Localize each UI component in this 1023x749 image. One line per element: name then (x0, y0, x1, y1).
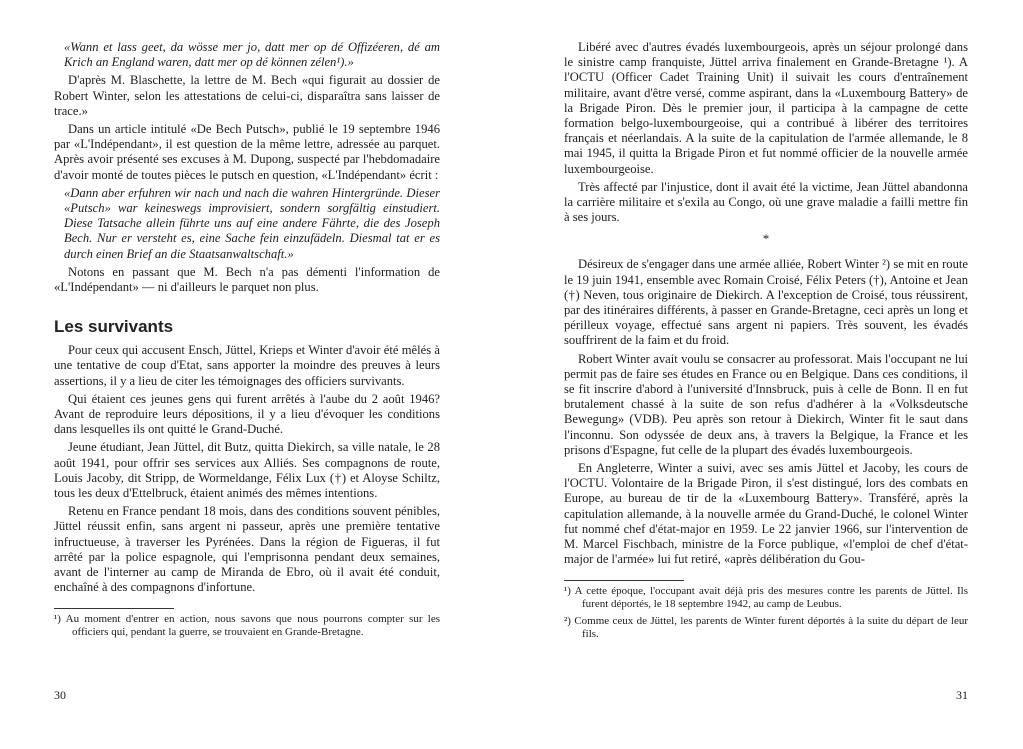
footnote: ²) Comme ceux de Jüttel, les parents de Winter furent déportés à la suite du départ de leur fils. (564, 614, 968, 640)
paragraph: Très affecté par l'injustice, dont il avait été la victime, Jean Jüttel abandonna la carrière militaire et s'exila au Congo, où une grave maladie a failli mettre fin à ses jours. (564, 179, 968, 225)
paragraph: Notons en passant que M. Bech n'a pas démenti l'information de «L'Indépendant» — ni d'ailleurs le parquet non plus. (54, 264, 440, 295)
left-page (0, 0, 500, 749)
quote-german: «Dann aber erfuhren wir nach und nach die wahren Hintergründe. Dieser «Putsch» war keineswegs improvisiert, sondern sorgfältig einstudiert. Diese Tatsache allein führte uns auf eine andere Fährte, die des Joseph Bech. Nur er versteht es, eine Sache fein einzufädeln. Diesmal tat er es durch einen Brief an die Staatsanwaltschaft.» (64, 185, 440, 261)
right-page-text (564, 40, 968, 645)
paragraph: Robert Winter avait voulu se consacrer au professorat. Mais l'occupant ne lui permit pas de faire ses études en France ou en Belgique. Dans ces conditions, il se fit inscrire d'abord à l'université d'Innsbruck, puis à celle de Bonn. Il en fut brutalement chassé à la suite de son refus d'adhérer à la «Volksdeutsche Bewegung» (VDB). Peu après son retour à Diekirch, Winter fit le saut dans l'inconnu. Son odyssée de deux ans, à travers la Belgique, la France et les prisons d'Espagne, fut celle de la plupart des évadés luxembourgeois. (564, 351, 968, 457)
paragraph: Libéré avec d'autres évadés luxembourgeois, après un séjour prolongé dans le sinistre camp franquiste, Jüttel arriva finalement en Grande-Bretagne ¹). A l'OCTU (Officer Cadet Training Unit) il suivait les cours d'entraînement militaire, avant d'être versé, comme aspirant, dans la «Luxembourg Battery» de la Brigade Piron. Dès le premier jour, il participa à la campagne de cette formation belgo-luxembourgeoise, qui a contribué à libérer des territoires français et néerlandais. A la suite de la capitulation de l'armée allemande, le 8 mai 1945, il quitta la Brigade Piron et fut nommé officier de la nouvelle armée luxembourgeoise. (564, 40, 968, 176)
paragraph: Qui étaient ces jeunes gens qui furent arrêtés à l'aube du 2 août 1946? Avant de reproduire leurs dépositions, il y a lieu d'évoquer les conditions dans lesquelles ils ont quitté le Grand-Duché. (54, 391, 440, 437)
paragraph: Retenu en France pendant 18 mois, dans des conditions souvent pénibles, Jüttel réussit enfin, sans argent ni passeur, après une première tentative infructueuse, à traverser les Pyrénées. Dans la région de Figueras, il fut arrêté par la police espagnole, qui l'emprisonna pendant deux semaines, avant de l'interner au camp de Miranda de Ebro, où il avait été conduit, enchaîné à des compagnons d'infortune. (54, 504, 440, 595)
right-page (510, 0, 1023, 749)
page-number: 31 (956, 688, 968, 702)
left-page-text (54, 40, 440, 643)
footnote: ¹) A cette époque, l'occupant avait déjà pris des mesures contre les parents de Jüttel. Ils furent déportés, le 18 septembre 1942, au camp de Leubus. (564, 584, 968, 610)
page-number: 30 (54, 688, 66, 702)
section-separator: * (762, 231, 770, 247)
section-heading: Les survivants (54, 317, 174, 337)
footnote: ¹) Au moment d'entrer en action, nous savons que nous pourrons compter sur les officiers qui, pendant la guerre, se trouvaient en Grande-Bretagne. (54, 612, 440, 638)
quote-luxembourgish: «Wann et lass geet, da wösse mer jo, datt mer op dé Offizéeren, dé am Krich an England waren, datt mer op dé können zélen¹).» (64, 40, 440, 70)
footnote-divider (564, 580, 684, 581)
paragraph: Désireux de s'engager dans une armée alliée, Robert Winter ²) se mit en route le 19 juin 1941, ensemble avec Romain Croisé, Félix Peters (†), Antoine et Jean (†) Neven, tous originaire de Diekirch. A l'exception de Croisé, tous réussirent, par des itinéraires différents, à passer en Grande-Bretagne, ceci après un long et périlleux voyage, effectué sans argent ni papiers. Très souvent, les évadés souffrirent de la faim et du froid. (564, 257, 968, 348)
paragraph: Pour ceux qui accusent Ensch, Jüttel, Krieps et Winter d'avoir été mêlés à une tentative de coup d'Etat, sans apporter la moindre des preuves à leurs assertions, il y a lieu de citer les témoignages des officiers survivants. (54, 343, 440, 388)
footnote-divider (54, 608, 174, 609)
paragraph: En Angleterre, Winter a suivi, avec ses amis Jüttel et Jacoby, les cours de l'OCTU. Volontaire de la Brigade Piron, il s'est distingué, lors des combats en Europe, au bureau de tir de la «Luxembourg Battery». Transféré, après la capitulation allemande, à la nouvelle armée du Grand-Duché, le colonel Winter fut nommé chef d'état-major en 1959. Le 22 janvier 1966, sur l'intervention de M. Marcel Fischbach, ministre de la Force publique, «l'emploi de chef d'état-major de l'armée» lui fut retiré, «après délibération du Gou- (564, 461, 968, 567)
paragraph: Dans un article intitulé «De Bech Putsch», publié le 19 septembre 1946 par «L'Indépendant», il est question de la même lettre, adressée au parquet. Après avoir présenté ses excuses à M. Dupong, suspecté par l'hebdomadaire d'avoir monté de toutes pièces le putsch en question, «L'Indépendant» écrit : (54, 122, 440, 182)
paragraph: D'après M. Blaschette, la lettre de M. Bech «qui figurait au dossier de Robert Winter, selon les attestations de celui-ci, disparaîtra sans laisser de trace.» (54, 73, 440, 118)
paragraph: Jeune étudiant, Jean Jüttel, dit Butz, quitta Diekirch, sa ville natale, le 28 août 1941, pour offrir ses services aux Alliés. Ses compagnons de route, Louis Jacoby, dit Stripp, de Wormeldange, Félix Lux (†) et Aloyse Schiltz, tous les deux d'Ettelbruck, étaient animés des mêmes intentions. (54, 440, 440, 501)
